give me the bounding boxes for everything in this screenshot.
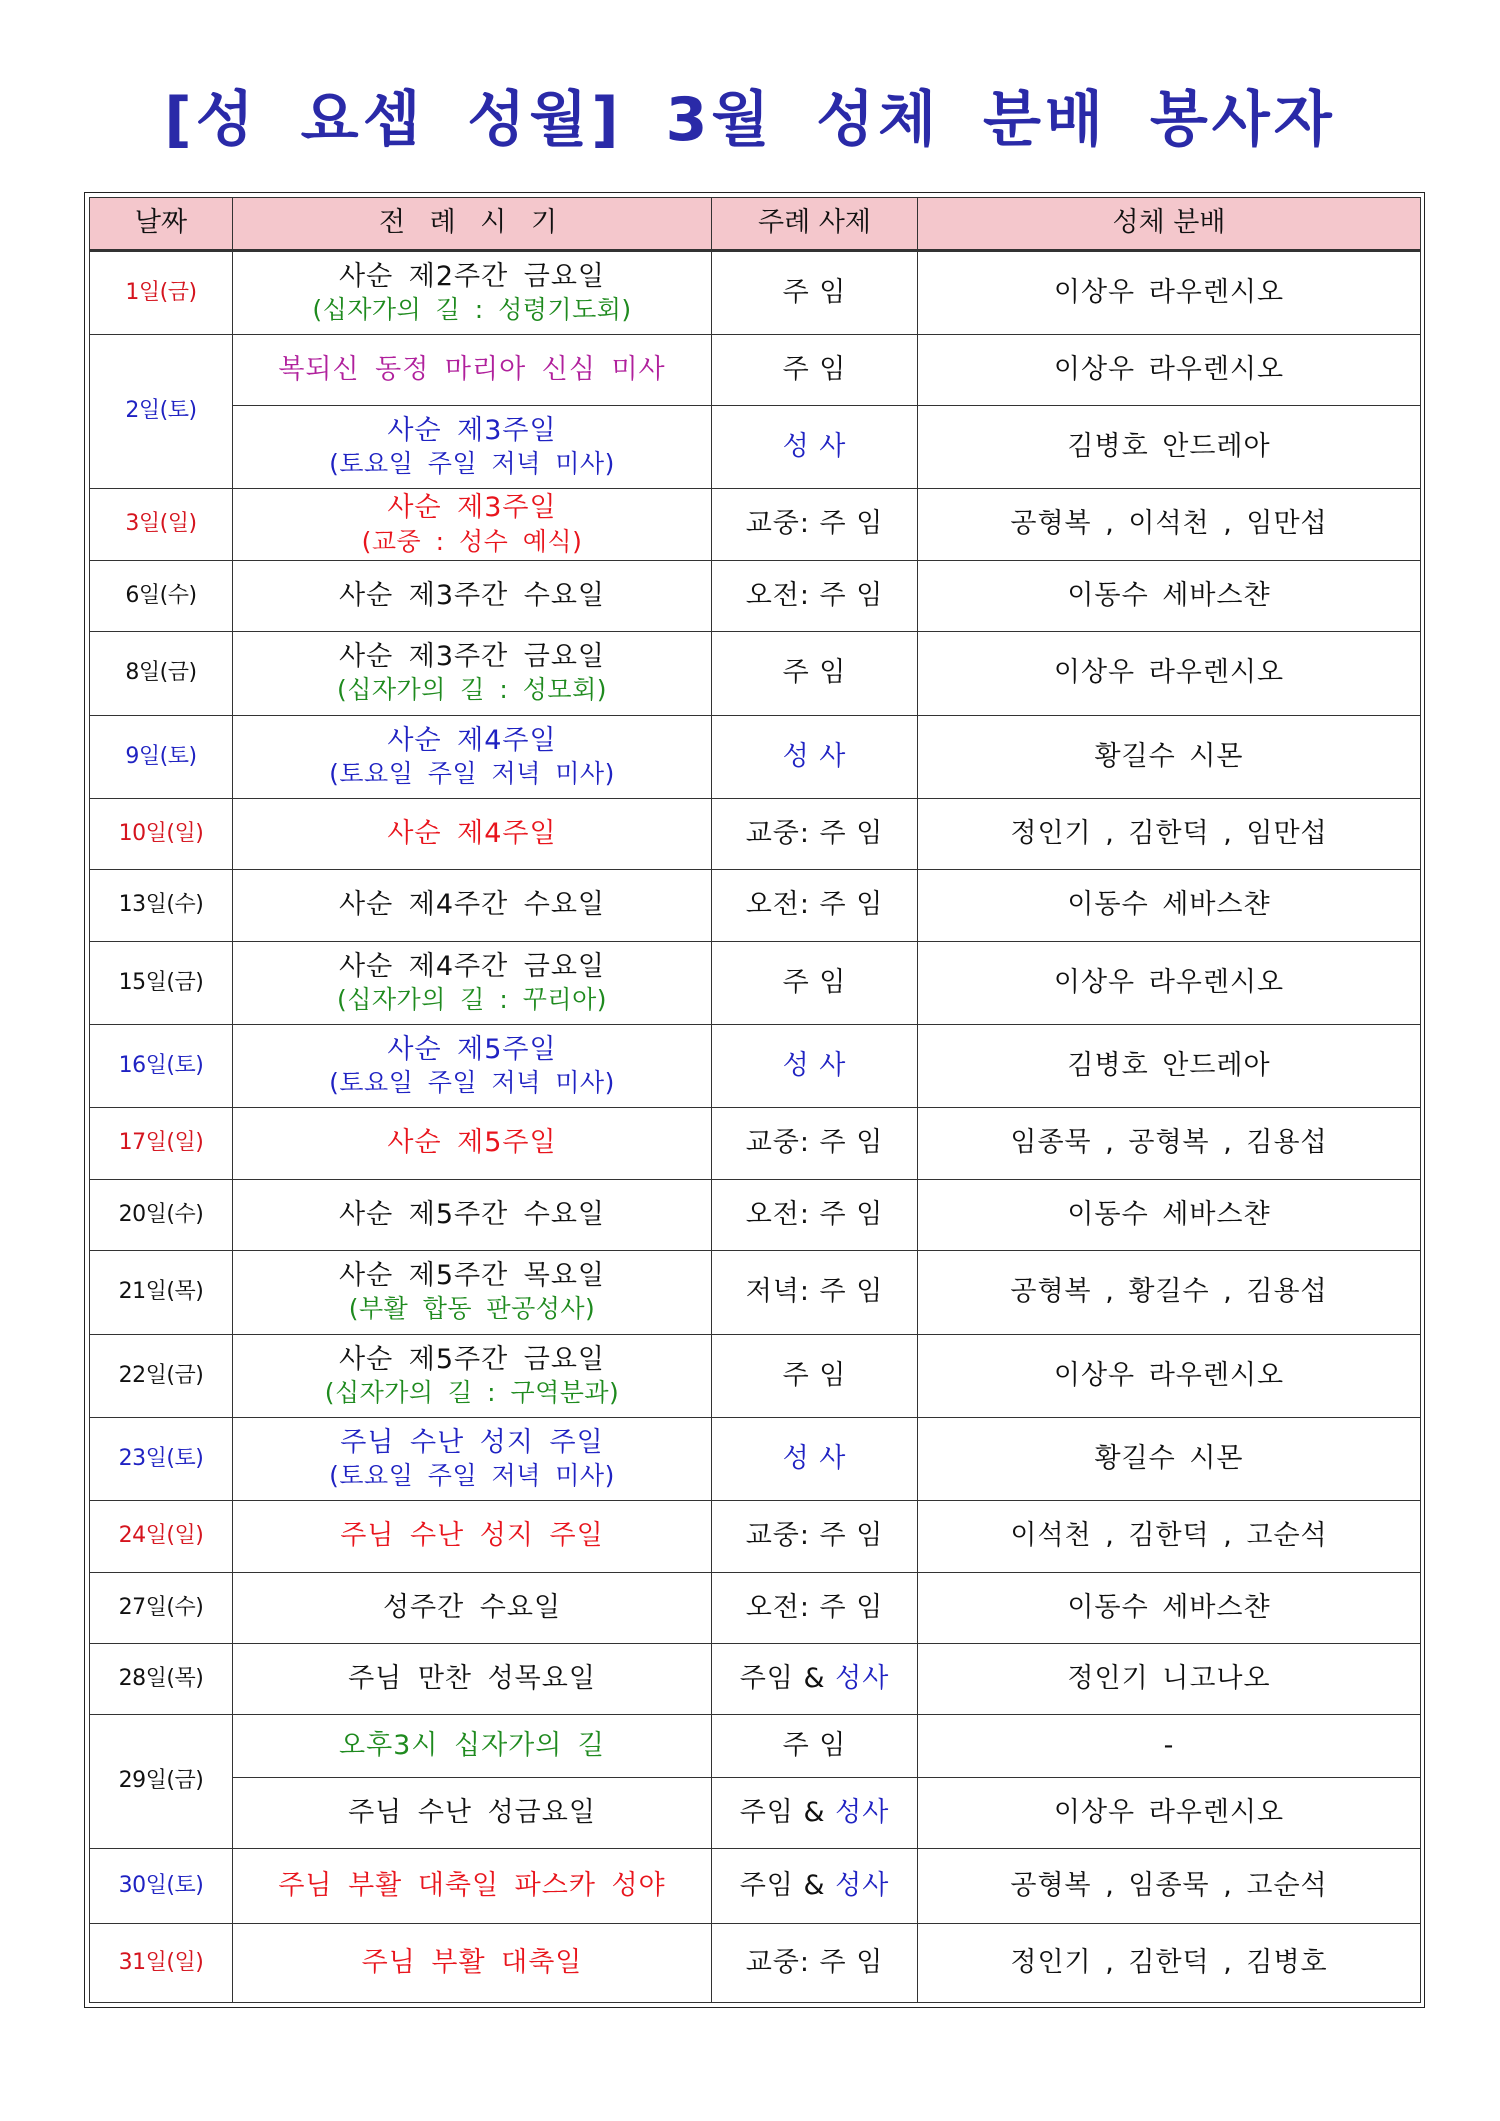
schedule-table [89, 197, 1421, 2003]
liturgy-cell: 주님 부활 대축일 파스카 성야 [233, 1848, 712, 1923]
presider-cell: 오전: 주 임 [712, 1179, 918, 1250]
liturgy-main: 사순 제5주일 [387, 1034, 557, 1065]
distributors-cell: 이상우 라우렌시오 [918, 632, 1421, 715]
date-cell: 13일(수) [90, 870, 233, 941]
presider-cell [712, 1644, 918, 1715]
presider-secondary: 성사 [835, 1662, 890, 1694]
table-row [90, 1924, 1421, 2003]
table-row [90, 334, 1421, 405]
date-cell: 15일(금) [90, 941, 233, 1024]
table-row [90, 1848, 1421, 1923]
presider-cell: 저녁: 주 임 [712, 1251, 918, 1334]
liturgy-sub: (토요일 주일 저녁 미사) [329, 1068, 615, 1098]
liturgy-cell: 사순 제5주간 수요일 [233, 1179, 712, 1250]
presider-cell: 주 임 [712, 334, 918, 405]
date-cell: 1일(금) [90, 251, 233, 334]
date-cell: 9일(토) [90, 715, 233, 798]
distributors-cell: 김병호 안드레아 [918, 406, 1421, 489]
distributors-cell: 이동수 세바스챤 [918, 870, 1421, 941]
distributors-cell: 황길수 시몬 [918, 1417, 1421, 1500]
presider-cell: 성 사 [712, 715, 918, 798]
distributors-cell: 공형복 , 이석천 , 임만섭 [918, 489, 1421, 560]
date-cell: 10일(일) [90, 798, 233, 869]
liturgy-main: 사순 제2주간 금요일 [339, 260, 605, 292]
presider-cell: 교중: 주 임 [712, 1108, 918, 1179]
distributors-cell: 이동수 세바스챤 [918, 1179, 1421, 1250]
distributors-cell: 이상우 라우렌시오 [918, 1334, 1421, 1417]
date-cell: 17일(일) [90, 1108, 233, 1179]
liturgy-cell [233, 251, 712, 334]
liturgy-cell [233, 715, 712, 798]
liturgy-sub: (부활 합동 판공성사) [348, 1294, 596, 1324]
table-row [90, 251, 1421, 334]
date-cell: 27일(수) [90, 1572, 233, 1643]
distributors-cell: 정인기 , 김한덕 , 임만섭 [918, 798, 1421, 869]
distributors-cell: 이상우 라우렌시오 [918, 334, 1421, 405]
liturgy-main: 사순 제3주일 [387, 415, 557, 446]
distributors-cell: - [918, 1715, 1421, 1777]
liturgy-main: 사순 제4주일 [387, 724, 557, 756]
liturgy-main: 사순 제3주일 [387, 492, 557, 524]
presider-cell: 주 임 [712, 632, 918, 715]
liturgy-main: 사순 제5주간 목요일 [339, 1260, 605, 1292]
distributors-cell: 이동수 세바스챤 [918, 560, 1421, 631]
liturgy-cell: 주님 수난 성금요일 [233, 1777, 712, 1848]
liturgy-cell: 주님 수난 성지 주일 [233, 1501, 712, 1572]
header-date: 날짜 [90, 198, 233, 251]
liturgy-sub: (십자가의 길 : 꾸리아) [337, 984, 607, 1014]
page-title: [성 요셉 성월] 3월 성체 분배 봉사자 [164, 85, 1336, 155]
distributors-cell: 정인기 , 김한덕 , 김병호 [918, 1924, 1421, 2003]
liturgy-sub: (십자가의 길 : 성령기도회) [312, 295, 632, 325]
table-row [90, 870, 1421, 941]
liturgy-cell [233, 1025, 712, 1108]
distributors-cell: 김병호 안드레아 [918, 1025, 1421, 1108]
presider-main: 주임 & [739, 1796, 826, 1828]
table-row [90, 1644, 1421, 1715]
liturgy-cell [233, 1417, 712, 1500]
liturgy-cell: 사순 제5주일 [233, 1108, 712, 1179]
liturgy-cell [233, 1251, 712, 1334]
presider-cell: 교중: 주 임 [712, 798, 918, 869]
header-row [90, 198, 1421, 251]
presider-cell: 성 사 [712, 1025, 918, 1108]
table-row [90, 1501, 1421, 1572]
presider-cell: 성 사 [712, 406, 918, 489]
header-distributors: 성체 분배 [918, 198, 1421, 251]
date-cell: 20일(수) [90, 1179, 233, 1250]
presider-cell: 주 임 [712, 251, 918, 334]
table-row [90, 1251, 1421, 1334]
date-cell: 6일(수) [90, 560, 233, 631]
liturgy-cell: 사순 제4주일 [233, 798, 712, 869]
date-cell: 23일(토) [90, 1417, 233, 1500]
liturgy-sub: (십자가의 길 : 성모회) [337, 675, 607, 705]
liturgy-cell: 복되신 동정 마리아 신심 미사 [233, 334, 712, 405]
presider-cell: 주 임 [712, 1715, 918, 1777]
presider-cell: 주 임 [712, 1334, 918, 1417]
table-row [90, 715, 1421, 798]
presider-main: 주임 & [739, 1869, 826, 1901]
date-cell: 30일(토) [90, 1848, 233, 1923]
presider-cell: 성 사 [712, 1417, 918, 1500]
liturgy-cell [233, 1334, 712, 1417]
date-cell: 21일(목) [90, 1251, 233, 1334]
distributors-cell: 이석천 , 김한덕 , 고순석 [918, 1501, 1421, 1572]
table-row [90, 1417, 1421, 1500]
header-presider: 주례 사제 [712, 198, 918, 251]
date-cell: 24일(일) [90, 1501, 233, 1572]
table-row [90, 1777, 1421, 1848]
date-cell: 22일(금) [90, 1334, 233, 1417]
distributors-cell: 이상우 라우렌시오 [918, 1777, 1421, 1848]
liturgy-cell [233, 632, 712, 715]
liturgy-cell [233, 489, 712, 560]
liturgy-sub: (토요일 주일 저녁 미사) [329, 758, 615, 788]
table-row [90, 560, 1421, 631]
date-cell: 29일(금) [90, 1715, 233, 1849]
liturgy-cell: 오후3시 십자가의 길 [233, 1715, 712, 1777]
liturgy-main: 사순 제3주간 금요일 [339, 641, 605, 673]
distributors-cell: 이동수 세바스챤 [918, 1572, 1421, 1643]
table-row [90, 941, 1421, 1024]
presider-secondary: 성사 [835, 1796, 890, 1828]
table-row [90, 1108, 1421, 1179]
distributors-cell: 임종묵 , 공형복 , 김용섭 [918, 1108, 1421, 1179]
date-cell: 31일(일) [90, 1924, 233, 2003]
presider-cell: 오전: 주 임 [712, 870, 918, 941]
date-cell: 28일(목) [90, 1644, 233, 1715]
distributors-cell: 이상우 라우렌시오 [918, 251, 1421, 334]
table-row [90, 798, 1421, 869]
date-cell: 8일(금) [90, 632, 233, 715]
table-row [90, 1572, 1421, 1643]
presider-cell: 오전: 주 임 [712, 1572, 918, 1643]
distributors-cell: 공형복 , 황길수 , 김용섭 [918, 1251, 1421, 1334]
header-liturgy: 전 례 시 기 [233, 198, 712, 251]
liturgy-sub: (토요일 주일 저녁 미사) [329, 1461, 615, 1491]
table-row [90, 1334, 1421, 1417]
distributors-cell: 황길수 시몬 [918, 715, 1421, 798]
table-row [90, 1715, 1421, 1777]
presider-cell: 주 임 [712, 941, 918, 1024]
presider-cell: 교중: 주 임 [712, 1924, 918, 2003]
liturgy-sub: (십자가의 길 : 구역분과) [324, 1377, 620, 1407]
presider-cell [712, 1848, 918, 1923]
table-row [90, 1179, 1421, 1250]
liturgy-cell: 사순 제3주간 수요일 [233, 560, 712, 631]
liturgy-main: 사순 제5주간 금요일 [339, 1343, 605, 1375]
liturgy-cell: 성주간 수요일 [233, 1572, 712, 1643]
liturgy-cell: 주님 부활 대축일 [233, 1924, 712, 2003]
presider-main: 주임 & [739, 1662, 826, 1694]
liturgy-sub: (교중 : 성수 예식) [361, 526, 583, 556]
table-row [90, 1025, 1421, 1108]
liturgy-main: 주님 수난 성지 주일 [340, 1426, 604, 1458]
date-cell: 16일(토) [90, 1025, 233, 1108]
distributors-cell: 이상우 라우렌시오 [918, 941, 1421, 1024]
table-row [90, 489, 1421, 560]
date-cell: 3일(일) [90, 489, 233, 560]
liturgy-sub: (토요일 주일 저녁 미사) [329, 449, 615, 479]
presider-secondary: 성사 [835, 1869, 890, 1901]
presider-cell: 교중: 주 임 [712, 489, 918, 560]
liturgy-main: 사순 제4주간 금요일 [339, 950, 605, 982]
presider-cell [712, 1777, 918, 1848]
liturgy-cell: 주님 만찬 성목요일 [233, 1644, 712, 1715]
table-row [90, 406, 1421, 489]
liturgy-cell [233, 406, 712, 489]
table-row [90, 632, 1421, 715]
distributors-cell: 공형복 , 임종묵 , 고순석 [918, 1848, 1421, 1923]
presider-cell: 오전: 주 임 [712, 560, 918, 631]
presider-cell: 교중: 주 임 [712, 1501, 918, 1572]
date-cell: 2일(토) [90, 334, 233, 489]
liturgy-cell [233, 941, 712, 1024]
distributors-cell: 정인기 니고나오 [918, 1644, 1421, 1715]
liturgy-cell: 사순 제4주간 수요일 [233, 870, 712, 941]
